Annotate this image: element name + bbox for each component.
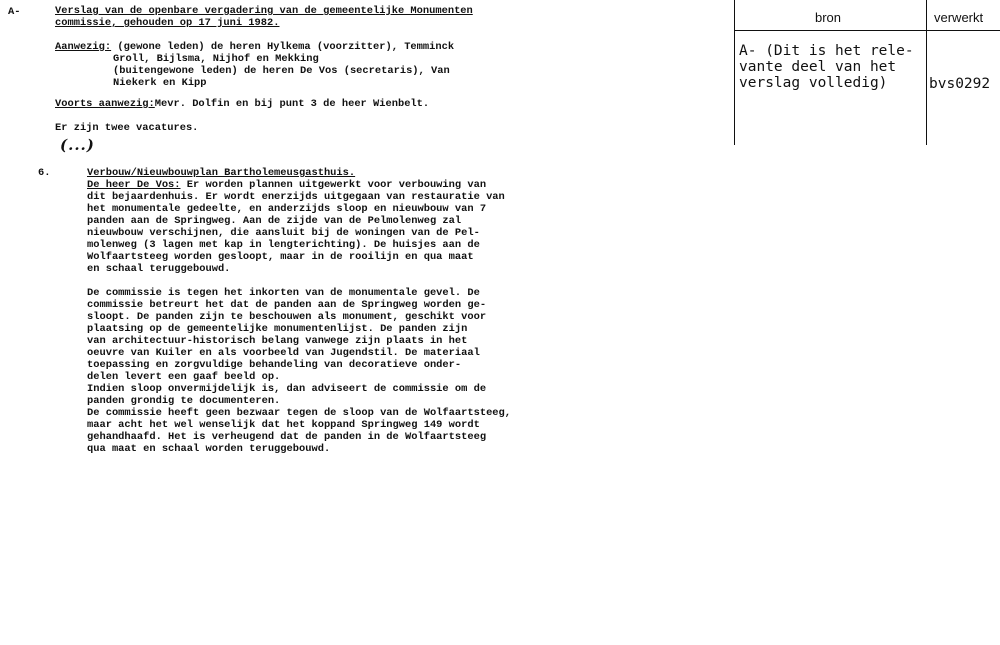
paragraph-line: De commissie heeft geen bezwaar tegen de sloop van de Wolfaartsteeg, (87, 407, 512, 419)
report-title-line-1: Verslag van de openbare vergadering van de gemeentelijke Monumenten (55, 5, 473, 17)
paragraph-line: en schaal teruggebouwd. (87, 263, 231, 275)
paragraph-line: toepassing en zorgvuldige behandeling van decoratieve onder- (87, 359, 462, 371)
present-line-4: Niekerk en Kipp (113, 77, 207, 89)
verwerkt-cell: bvs0292 (929, 76, 991, 92)
table-header-border (734, 30, 1000, 31)
present-line-3: (buitengewone leden) de heren De Vos (secretaris), Van (113, 65, 450, 77)
paragraph-line: gehandhaafd. Het is verheugend dat de panden in de Wolfaartsteeg (87, 431, 487, 443)
header-bron: bron (815, 10, 842, 25)
bron-line: verslag volledig) (739, 75, 888, 91)
table-column-divider (926, 0, 927, 145)
vacancies-line: Er zijn twee vacatures. (55, 122, 199, 134)
report-title-line-2: commissie, gehouden op 17 juni 1982. (55, 17, 280, 29)
paragraph-line: plaatsing op de gemeentelijke monumentenlijst. De panden zijn (87, 323, 468, 335)
present-text: (gewone leden) de heren Hylkema (voorzitter), Temminck (111, 41, 455, 53)
paragraph-line: delen levert een gaaf beeld op. (87, 371, 281, 383)
paragraph-line: nieuwbouw verschijnen, die aansluit bij de woningen van de Pel- (87, 227, 480, 239)
paragraph-line: van architectuur-historisch belang vanwege zijn plaats in het (87, 335, 468, 347)
speaker-first-line: Er worden plannen uitgewerkt voor verbouwing van (180, 179, 487, 191)
paragraph-line: dit bejaardenhuis. Er wordt enerzijds uitgegaan van restauratie van (87, 191, 505, 203)
paragraph-line: Indien sloop onvermijdelijk is, dan adviseert de commissie om de (87, 383, 487, 395)
also-present-label: Voorts aanwezig: (55, 98, 155, 110)
speaker-label: De heer De Vos: (87, 179, 181, 191)
attendance-first-line (55, 41, 454, 53)
paragraph-line: qua maat en schaal worden teruggebouwd. (87, 443, 331, 455)
bron-line: vante deel van het (739, 59, 897, 75)
item-number: 6. (38, 167, 51, 179)
speaker-line (87, 179, 486, 191)
paragraph-line: panden grondig te documenteren. (87, 395, 281, 407)
present-line-2: Groll, Bijlsma, Nijhof en Mekking (113, 53, 319, 65)
paragraph-line: sloopt. De panden zijn te beschouwen als monument, geschikt voor (87, 311, 487, 323)
paragraph-line: oeuvre van Kuiler en als voorbeeld van Jugendstil. De materiaal (87, 347, 480, 359)
paragraph-line: panden aan de Springweg. Aan de zijde van de Pelmolenweg zal (87, 215, 462, 227)
table-left-border (734, 0, 735, 145)
section-marker: A- (8, 6, 21, 18)
paragraph-1 (87, 191, 505, 275)
paragraph-line: commissie betreurt het dat de panden aan de Springweg worden ge- (87, 299, 487, 311)
item-title: Verbouw/Nieuwbouwplan Bartholemeusgasthuis. (87, 167, 356, 179)
paragraph-line: De commissie is tegen het inkorten van de monumentale gevel. De (87, 287, 480, 299)
paragraph-line: molenweg (3 lagen met kap in lengterichting). De huisjes aan de (87, 239, 480, 251)
also-present-text: Mevr. Dolfin en bij punt 3 de heer Wienbelt. (154, 98, 430, 110)
paragraph-line: maar acht het wel wenselijk dat het koppand Springweg 149 wordt (87, 419, 480, 431)
paragraph-2 (87, 287, 511, 455)
present-label: Aanwezig: (55, 41, 112, 53)
bron-line: A- (Dit is het rele- (739, 43, 914, 59)
also-present-line (55, 98, 429, 110)
paragraph-line: het monumentale gedeelte, en anderzijds sloop en nieuwbouw van 7 (87, 203, 487, 215)
paragraph-line: Wolfaartsteeg worden gesloopt, maar in de rooilijn en qua maat (87, 251, 474, 263)
header-verwerkt: verwerkt (934, 10, 984, 25)
bron-cell (739, 43, 914, 91)
omission-mark: (...) (60, 136, 95, 154)
